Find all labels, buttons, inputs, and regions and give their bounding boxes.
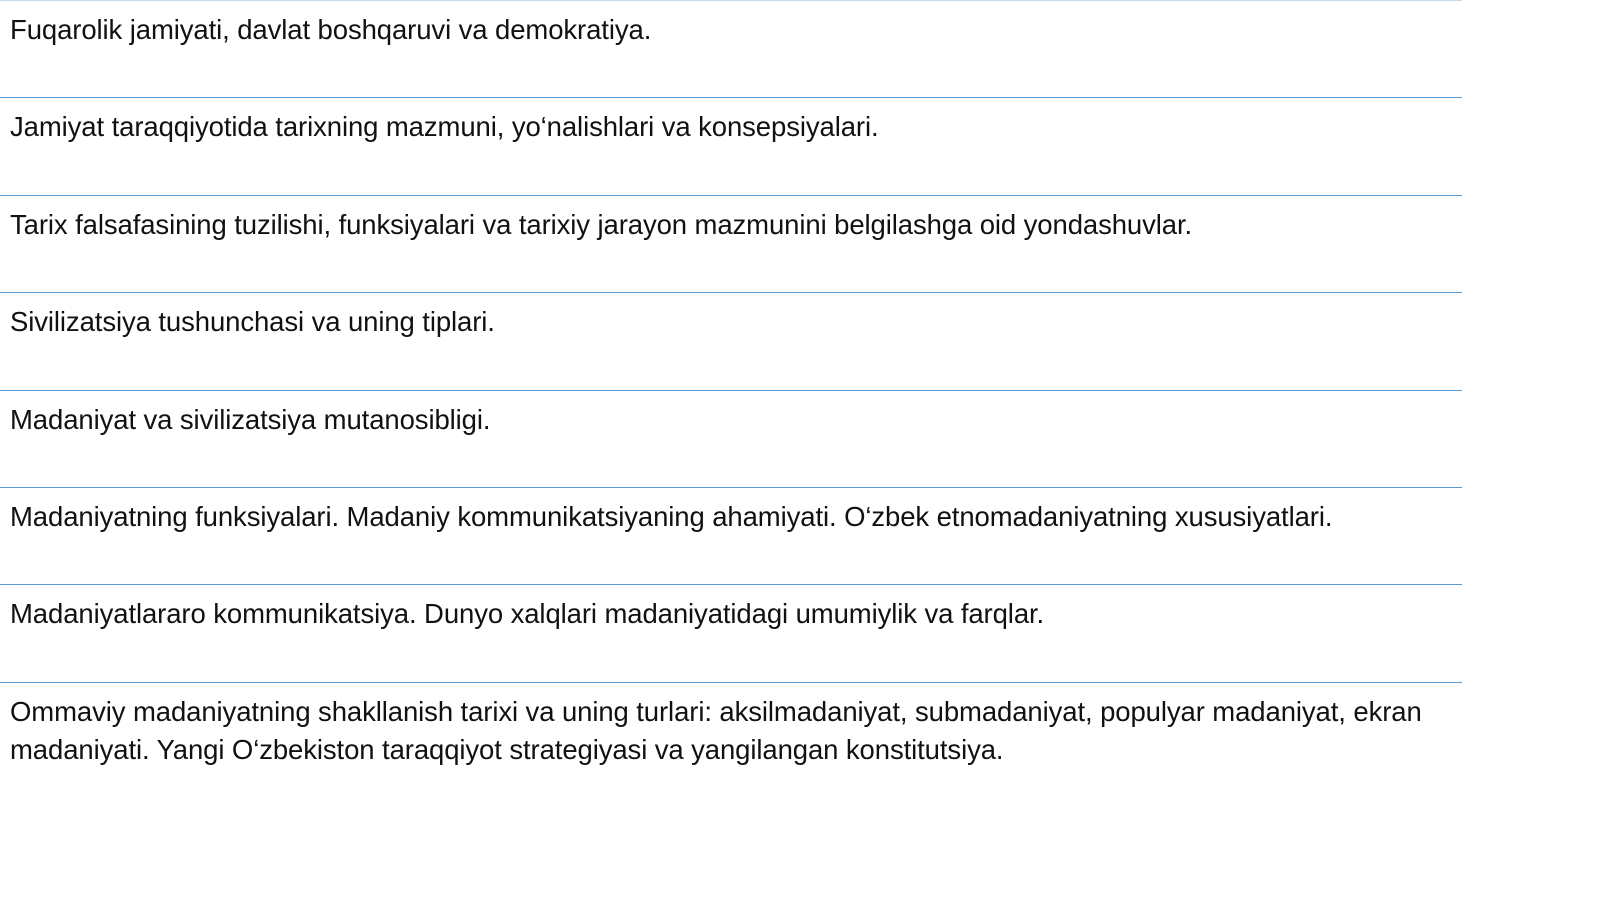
topic-row xyxy=(0,195,1462,292)
topic-row xyxy=(0,682,1462,822)
topic-text: Tarix falsafasining tuzilishi, funksiyalari va tarixiy jarayon mazmunini belgilashga oid yondashuvlar. xyxy=(10,208,1193,240)
topic-text: Madaniyatning funksiyalari. Madaniy kommunikatsiyaning ahamiyati. O‘zbek etnomadaniyatning xususiyatlari. xyxy=(10,500,1333,532)
topic-text: Fuqarolik jamiyati, davlat boshqaruvi va demokratiya. xyxy=(10,14,652,45)
topic-text: Sivilizatsiya tushunchasi va uning tiplari. xyxy=(10,306,495,338)
topic-row xyxy=(0,584,1462,681)
topic-row xyxy=(0,292,1462,389)
topic-row xyxy=(0,0,1462,97)
topic-text: Ommaviy madaniyatning shakllanish tarixi va uning turlari: aksilmadaniyat, submadaniyat, populyar madaniyat, ekran madaniyati. Yangi O‘zbekiston taraqqiyot strategiyasi va yangilangan konstitutsiya. xyxy=(10,695,1422,765)
topic-text: Jamiyat taraqqiyotida tarixning mazmuni, yo‘nalishlari va konsepsiyalari. xyxy=(10,111,879,143)
topic-text: Madaniyatlararo kommunikatsiya. Dunyo xalqlari madaniyatidagi umumiylik va farqlar. xyxy=(10,598,1045,630)
topic-row xyxy=(0,97,1462,194)
topic-row xyxy=(0,390,1462,487)
topic-row xyxy=(0,487,1462,584)
topic-text: Madaniyat va sivilizatsiya mutanosibligi. xyxy=(10,403,491,435)
